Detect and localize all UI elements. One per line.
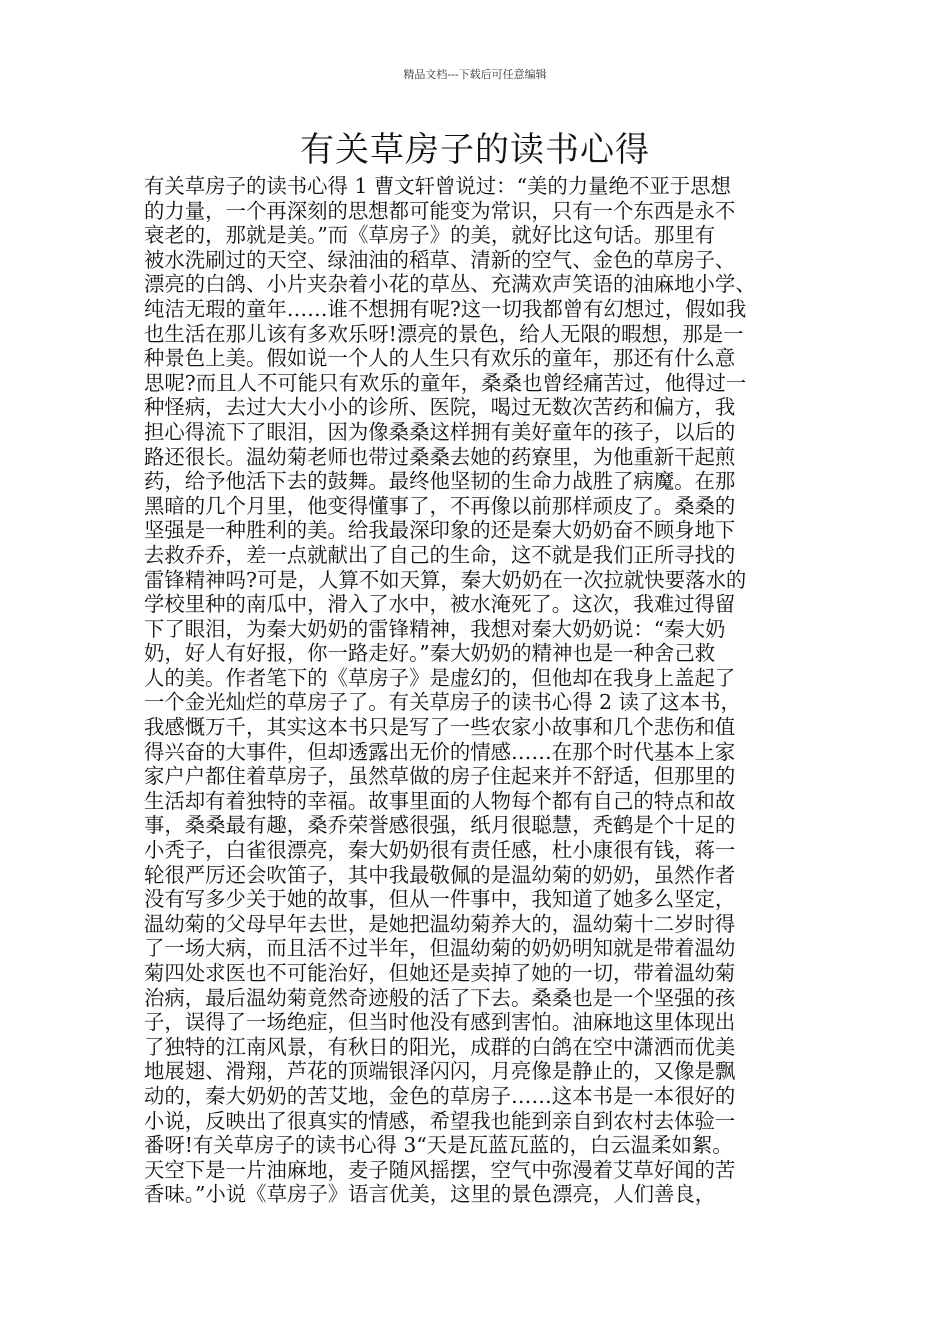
body-line: 路还很长。温幼菊老师也带过桑桑去她的药寮里，为他重新干起煎: [144, 444, 736, 469]
body-line: 有关草房子的读书心得 1 曹文轩曾说过：“美的力量绝不亚于思想: [144, 174, 731, 198]
body-line: 也生活在那儿该有多欢乐呀!漂亮的景色，给人无限的暇想，那是一: [144, 321, 744, 346]
body-line: 人的美。作者笔下的《草房子》是虚幻的，但他却在我身上盖起了: [144, 665, 736, 690]
body-line: 的力量，一个再深刻的思想都可能变为常识，只有一个东西是永不: [144, 198, 736, 223]
body-text: [144, 174, 812, 1207]
body-line: 下了眼泪，为秦大奶奶的雷锋精神，我想对秦大奶奶说：“秦大奶: [144, 616, 726, 641]
body-line: 家户户都住着草房子，虽然草做的房子住起来并不舒适，但那里的: [144, 764, 736, 789]
body-line: 小秃子，白雀很漂亮，秦大奶奶很有责任感，杜小康很有钱，蒋一: [144, 838, 736, 863]
body-line: 种景色上美。假如说一个人的人生只有欢乐的童年，那还有什么意: [144, 346, 736, 371]
body-line: 学校里种的南瓜中，滑入了水中，被水淹死了。这次，我难过得留: [144, 592, 736, 617]
body-line: 纯洁无瑕的童年……谁不想拥有呢?这一切我都曾有幻想过，假如我: [144, 296, 747, 321]
body-line: 温幼菊的父母早年去世，是她把温幼菊养大的，温幼菊十二岁时得: [144, 911, 736, 936]
body-line: 菊四处求医也不可能治好，但她还是卖掉了她的一切，带着温幼菊: [144, 961, 736, 985]
body-line: 担心得流下了眼泪，因为像桑桑这样拥有美好童年的孩子，以后的: [144, 419, 736, 444]
body-line: 番呀!有关草房子的读书心得 3“天是瓦蓝瓦蓝的，白云温柔如絮。: [144, 1133, 733, 1158]
body-line: 去救乔乔，差一点就献出了自己的生命，这不就是我们正所寻找的: [144, 542, 736, 567]
body-line: 动的，秦大奶奶的苦艾地，金色的草房子……这本书是一本很好的: [144, 1083, 736, 1108]
body-line: 被水洗刷过的天空、绿油油的稻草、清新的空气、金色的草房子、: [144, 247, 736, 272]
body-line: 子，误得了一场绝症，但当时他没有感到害怕。油麻地这里体现出: [144, 1010, 736, 1035]
body-line: 没有写多少关于她的故事，但从一件事中，我知道了她多么坚定，: [144, 887, 736, 912]
body-line: 天空下是一片油麻地，麦子随风摇摆，空气中弥漫着艾草好闻的苦: [144, 1157, 736, 1182]
header-note: 精品文档---下载后可任意编辑: [403, 68, 547, 81]
body-line: 地展翅、滑翔，芦花的顶端银泽闪闪，月亮像是静止的，又像是飘: [144, 1059, 736, 1084]
body-line: 雷锋精神吗?可是，人算不如天算，秦大奶奶在一次拉就快要落水的: [144, 567, 747, 592]
page-title: 有关草房子的读书心得: [300, 130, 650, 170]
body-line: 药，给予他活下去的鼓舞。最终他坚韧的生命力战胜了病魔。在那: [144, 469, 736, 494]
body-line: 衰老的，那就是美。”而《草房子》的美，就好比这句话。那里有: [144, 223, 716, 248]
body-line: 了一场大病，而且活不过半年，但温幼菊的奶奶明知就是带着温幼: [144, 936, 736, 961]
body-line: 漂亮的白鸽、小片夹杂着小花的草丛、充满欢声笑语的油麻地小学、: [144, 272, 756, 297]
body-line: 生活却有着独特的幸福。故事里面的人物每个都有自己的特点和故: [144, 788, 736, 813]
body-line: 黑暗的几个月里，他变得懂事了，不再像以前那样顽皮了。桑桑的: [144, 493, 736, 518]
body-line: 一个金光灿烂的草房子了。有关草房子的读书心得 2 读了这本书，: [144, 690, 741, 715]
body-line: 小说，反映出了很真实的情感，希望我也能到亲自到农村去体验一: [144, 1108, 736, 1133]
body-line: 了独特的江南风景，有秋日的阳光，成群的白鸽在空中潇洒而优美: [144, 1034, 736, 1059]
body-line: 事，桑桑最有趣，桑乔荣誉感很强，纸月很聪慧，秃鹤是个十足的: [144, 813, 736, 838]
body-line: 得兴奋的大事件，但却透露出无价的情感……在那个时代基本上家: [144, 739, 736, 764]
body-line: 坚强是一种胜利的美。给我最深印象的还是秦大奶奶奋不顾身地下: [144, 518, 736, 543]
body-line: 思呢?而且人不可能只有欢乐的童年，桑桑也曾经痛苦过，他得过一: [144, 370, 747, 395]
body-line: 香味。”小说《草房子》语言优美，这里的景色漂亮，人们善良，: [144, 1182, 716, 1207]
body-line: 奶，好人有好报，你一路走好。”秦大奶奶的精神也是一种舍己救: [144, 641, 716, 666]
body-line: 种怪病，去过大大小小的诊所、医院，喝过无数次苦药和偏方，我: [144, 395, 736, 420]
body-line: 轮很严厉还会吹笛子，其中我最敬佩的是温幼菊的奶奶，虽然作者: [144, 862, 736, 887]
body-line: 我感慨万千，其实这本书只是写了一些农家小故事和几个悲伤和值: [144, 715, 736, 740]
body-line: 治病，最后温幼菊竟然奇迹般的活了下去。桑桑也是一个坚强的孩: [144, 985, 736, 1010]
